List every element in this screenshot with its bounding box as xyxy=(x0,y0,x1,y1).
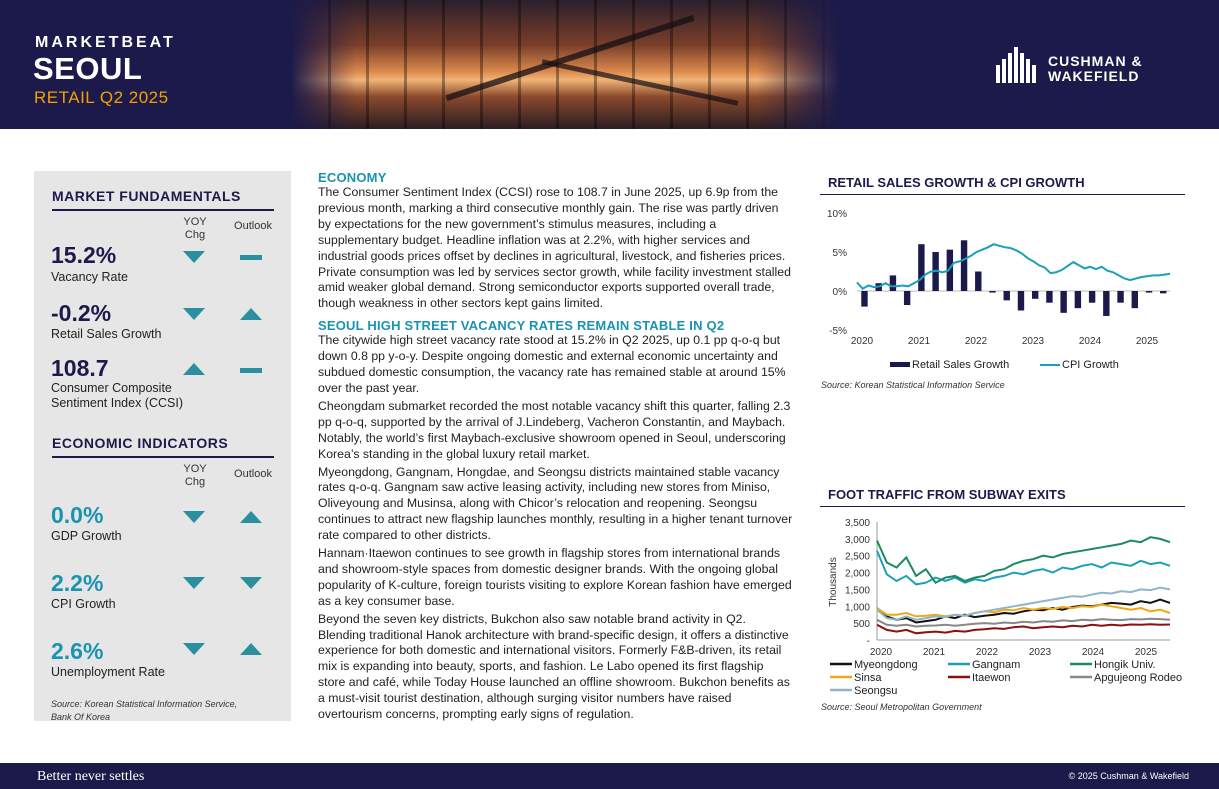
foot-traffic-line xyxy=(877,551,1170,585)
retail-sales-bar xyxy=(1032,291,1038,299)
retail-sales-bar xyxy=(1046,291,1052,303)
metric-value: 15.2% xyxy=(51,242,117,268)
retail-sales-bar xyxy=(1117,291,1123,303)
cpi-growth-line xyxy=(857,244,1170,289)
body-paragraph: Beyond the seven key districts, Bukchon also saw notable brand activity in Q2. Blending traditional Hanok architecture with brand-specific design, it offers a distinctive experience for both domestic and international visitors. Formerly F&B-driven, its retail mix is expanding into beauty, sports, and fashion. Le Labo opened its first flagship store and café, while Today House launched an offline showroom. Bukchon benefits as a must-visit tourist destination, although surging visitor numbers have raised overtourism concerns, prompting early signs of regulation. xyxy=(318,611,790,722)
legend-label: Hongik Univ. xyxy=(1094,659,1156,671)
divider xyxy=(820,194,1185,195)
report-subtitle: RETAIL Q2 2025 xyxy=(34,88,169,107)
y-tick-label: 2,500 xyxy=(844,551,870,563)
retail-sales-bar xyxy=(1018,291,1024,311)
y-tick-label: 1,500 xyxy=(844,585,870,597)
report-footer xyxy=(0,763,1219,789)
brand-title: MARKETBEAT xyxy=(35,34,176,51)
yoy-up-arrow-icon xyxy=(183,363,205,375)
retail-sales-cpi-chart xyxy=(815,200,1185,375)
yoy-column-label: YOY Chg xyxy=(183,463,207,488)
retail-sales-bar xyxy=(961,240,967,291)
yoy-down-arrow-icon xyxy=(183,308,205,320)
x-tick-label: 2021 xyxy=(907,336,931,347)
divider xyxy=(820,506,1185,507)
retail-sales-bar xyxy=(1075,291,1081,308)
retail-sales-bar xyxy=(1060,291,1066,313)
metric-label: Consumer Composite Sentiment Index (CCSI) xyxy=(51,381,183,410)
y-tick-label: -5% xyxy=(829,326,847,337)
y-tick-label: - xyxy=(866,636,870,647)
hero-stair-shape xyxy=(542,59,739,105)
retail-sales-bar xyxy=(918,244,924,291)
legend-label: Apgujeong Rodeo xyxy=(1094,672,1183,684)
outlook-flat-icon xyxy=(240,368,262,373)
metric-label: Retail Sales Growth xyxy=(51,327,162,341)
yoy-down-arrow-icon xyxy=(183,577,205,589)
market-fundamentals-heading: MARKET FUNDAMENTALS xyxy=(52,188,241,204)
x-tick-label: 2020 xyxy=(869,647,893,658)
indicator-label: GDP Growth xyxy=(51,529,122,543)
y-tick-label: 10% xyxy=(826,209,847,220)
metric-value: -0.2% xyxy=(51,300,112,326)
yoy-down-arrow-icon xyxy=(183,643,205,655)
legend-swatch xyxy=(890,362,910,367)
retail-sales-bar xyxy=(1146,291,1152,293)
divider xyxy=(52,456,274,458)
yoy-down-arrow-icon xyxy=(183,511,205,523)
yoy-down-arrow-icon xyxy=(183,251,205,263)
vacancy-heading: SEOUL HIGH STREET VACANCY RATES REMAIN STABLE IN Q2 xyxy=(318,318,725,334)
legend-label: Retail Sales Growth xyxy=(912,359,1010,371)
hero-photo xyxy=(290,0,840,129)
x-tick-label: 2022 xyxy=(975,647,999,658)
retail-sales-bar xyxy=(1132,291,1138,308)
body-paragraph: Myeongdong, Gangnam, Hongdae, and Seongsu districts maintained stable vacancy rates q-o-q. Gangnam saw active leasing activity, including new stores from Miniso, Oliveyoung and Musinsa, along with Chicor’s relocation and reopening. Seongsu continues to attract new flagship launches monthly, resulting in a higher tenant turnover rate compared to other districts. xyxy=(318,464,793,543)
body-paragraph: Cheongdam submarket recorded the most notable vacancy shift this quarter, falling 2.3 pp q-o-q, supported by the arrival of J.Lindeberg, Vacheron Constantin, and Maybach. Notably, the world’s first Maybach-exclusive showroom opened in Seoul, underscoring Korea’s standing in the global luxury retail market. xyxy=(318,398,791,461)
metric-label: Vacancy Rate xyxy=(51,270,128,284)
report-header xyxy=(0,0,1219,129)
retail-sales-bar xyxy=(890,275,896,291)
foot-traffic-line xyxy=(877,537,1170,583)
economy-heading: ECONOMY xyxy=(318,170,387,185)
x-tick-label: 2023 xyxy=(1028,647,1052,658)
y-tick-label: 2,000 xyxy=(844,568,870,580)
retail-sales-bar xyxy=(1004,291,1010,300)
y-axis-title: Thousands xyxy=(828,557,839,607)
copyright: © 2025 Cushman & Wakefield xyxy=(1068,771,1189,781)
x-tick-label: 2020 xyxy=(850,336,874,347)
tagline: Better never settles xyxy=(37,769,145,784)
body-paragraph: The citywide high street vacancy rate stood at 15.2% in Q2 2025, up 0.1 pp q-o-q but down 0.8 pp y-o-y. Despite ongoing domestic and external economic uncertainty and subdued domestic consumption, the vacancy rate has remained stable at around 15% over the past year. xyxy=(318,333,786,395)
x-tick-label: 2023 xyxy=(1021,336,1045,347)
outlook-column-label: Outlook xyxy=(234,468,272,480)
retail-sales-bar xyxy=(1160,291,1166,293)
indicator-value: 0.0% xyxy=(51,502,104,528)
legend-label: Gangnam xyxy=(972,659,1021,671)
foot-traffic-chart-title: FOOT TRAFFIC FROM SUBWAY EXITS xyxy=(828,487,1066,502)
retail-sales-bar xyxy=(1089,291,1095,303)
legend-label: Myeongdong xyxy=(854,659,918,671)
y-tick-label: 1,000 xyxy=(844,602,870,614)
cushman-wakefield-logo xyxy=(995,47,1175,87)
x-tick-label: 2025 xyxy=(1135,336,1159,347)
y-tick-label: 500 xyxy=(853,619,870,631)
foot-traffic-chart xyxy=(815,510,1185,700)
indicator-value: 2.6% xyxy=(51,638,104,664)
x-tick-label: 2024 xyxy=(1081,647,1105,658)
retail-chart-title: RETAIL SALES GROWTH & CPI GROWTH xyxy=(828,175,1085,190)
yoy-column-label: YOY Chg xyxy=(183,216,207,241)
retail-sales-bar xyxy=(861,291,867,307)
body-paragraph: Hannam·Itaewon continues to see growth in flagship stores from international brands and showroom-style spaces from domestic designer brands. With the ongoing global popularity of K-culture, foreign tourists visiting to explore Korean fashion have emerged as a key consumer base. xyxy=(318,546,792,608)
y-tick-label: 3,000 xyxy=(844,534,870,546)
indicator-label: Unemployment Rate xyxy=(51,665,165,679)
indicator-value: 2.2% xyxy=(51,570,104,596)
x-tick-label: 2022 xyxy=(964,336,988,347)
x-tick-label: 2025 xyxy=(1134,647,1158,658)
y-tick-label: 5% xyxy=(832,248,847,259)
x-tick-label: 2024 xyxy=(1078,336,1102,347)
retail-sales-bar xyxy=(904,291,910,305)
chart-source-note: Source: Korean Statistical Information Service xyxy=(821,380,1005,390)
indicator-label: CPI Growth xyxy=(51,597,116,611)
economic-indicators-heading: ECONOMIC INDICATORS xyxy=(52,435,229,451)
retail-sales-bar xyxy=(989,291,995,293)
x-tick-label: 2021 xyxy=(922,647,946,658)
outlook-column-label: Outlook xyxy=(234,220,272,232)
buildings-logo-icon xyxy=(995,47,1040,83)
chart-source-note: Source: Seoul Metropolitan Government xyxy=(821,702,982,712)
sidebar-source-note: Source: Korean Statistical Information Service, Bank Of Korea xyxy=(51,699,238,722)
economy-paragraph: The Consumer Sentiment Index (CCSI) rose to 108.7 in June 2025, up 6.9p from the previous month, marking a third consecutive monthly gain. The rise was partly driven by expectations for the new government’s stimulus measures, including a supplementary budget. Headline inflation was at 2.2%, with higher services and industrial goods prices offset by declines in agricultural, livestock, and fisheries prices. Private consumption was led by services sector growth, while facility investment stalled amid weaker global demand. Strong semiconductor exports supported overall trade, though weakness in other sectors kept gains limited. xyxy=(318,185,791,311)
fundamentals-sidebar xyxy=(34,171,291,721)
legend-label: Sinsa xyxy=(854,672,882,684)
outlook-down-arrow-icon xyxy=(240,577,262,589)
legend-label: Seongsu xyxy=(854,685,898,697)
outlook-up-arrow-icon xyxy=(240,643,262,655)
retail-sales-bar xyxy=(1103,291,1109,316)
legend-label: CPI Growth xyxy=(1062,359,1119,371)
report-body xyxy=(318,170,793,725)
outlook-flat-icon xyxy=(240,255,262,260)
outlook-up-arrow-icon xyxy=(240,308,262,320)
city-title: SEOUL xyxy=(33,51,143,86)
legend-label: Itaewon xyxy=(972,672,1011,684)
y-tick-label: 3,500 xyxy=(844,518,870,529)
outlook-up-arrow-icon xyxy=(240,511,262,523)
retail-sales-bar xyxy=(975,272,981,292)
divider xyxy=(52,209,274,211)
logo-wordmark: CUSHMAN & WAKEFIELD xyxy=(1048,53,1143,84)
metric-value: 108.7 xyxy=(51,355,109,381)
y-tick-label: 0% xyxy=(832,287,847,298)
